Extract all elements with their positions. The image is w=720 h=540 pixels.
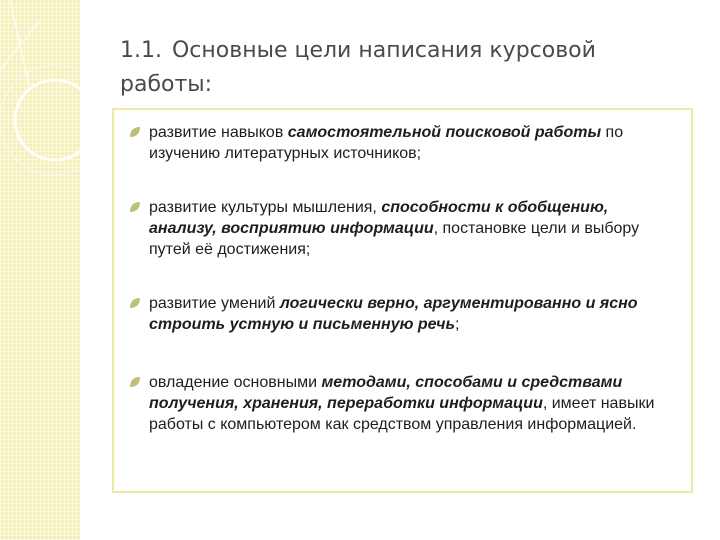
plain-text: , имеет навыки работы с компьютером как средством управления информацией.: [149, 395, 655, 433]
list-item: [114, 197, 674, 260]
list-item: [114, 372, 674, 435]
plain-text: по изучению литературных источников;: [149, 124, 624, 162]
title-number: 1.1.: [120, 38, 162, 63]
plain-text: овладение основными: [149, 374, 322, 391]
leaf-bullet-icon: [128, 296, 142, 310]
bullet-text: [149, 122, 674, 164]
leaf-bullet-icon: [128, 375, 142, 389]
emphasis-text: самостоятельной поисковой работы: [287, 124, 602, 141]
emphasis-text: способности к обобщению, анализу, восприятию информации: [149, 199, 609, 237]
title-text: Основные цели написания курсовой работы:: [120, 38, 596, 97]
plain-text: ;: [455, 316, 460, 333]
list-item: [114, 122, 674, 164]
bullet-text: [149, 293, 674, 335]
emphasis-text: методами, способами и средствами получения, хранения, переработки информации: [149, 374, 623, 412]
content-box: [112, 108, 693, 493]
emphasis-text: логически верно, аргументированно и ясно строить устную и письменную речь: [149, 295, 638, 333]
leaf-bullet-icon: [128, 125, 142, 139]
plain-text: , постановке цели и выбору путей её достижения;: [149, 220, 640, 258]
plain-text: развитие культуры мышления,: [149, 199, 382, 216]
plain-text: развитие навыков: [149, 124, 288, 141]
leaf-bullet-icon: [128, 200, 142, 214]
list-item: [114, 293, 674, 335]
plain-text: развитие умений: [149, 295, 280, 312]
bullet-text: [149, 372, 674, 435]
bullet-text: [149, 197, 674, 260]
decorative-circle-icon: [0, 0, 110, 200]
slide-title: [120, 34, 680, 102]
